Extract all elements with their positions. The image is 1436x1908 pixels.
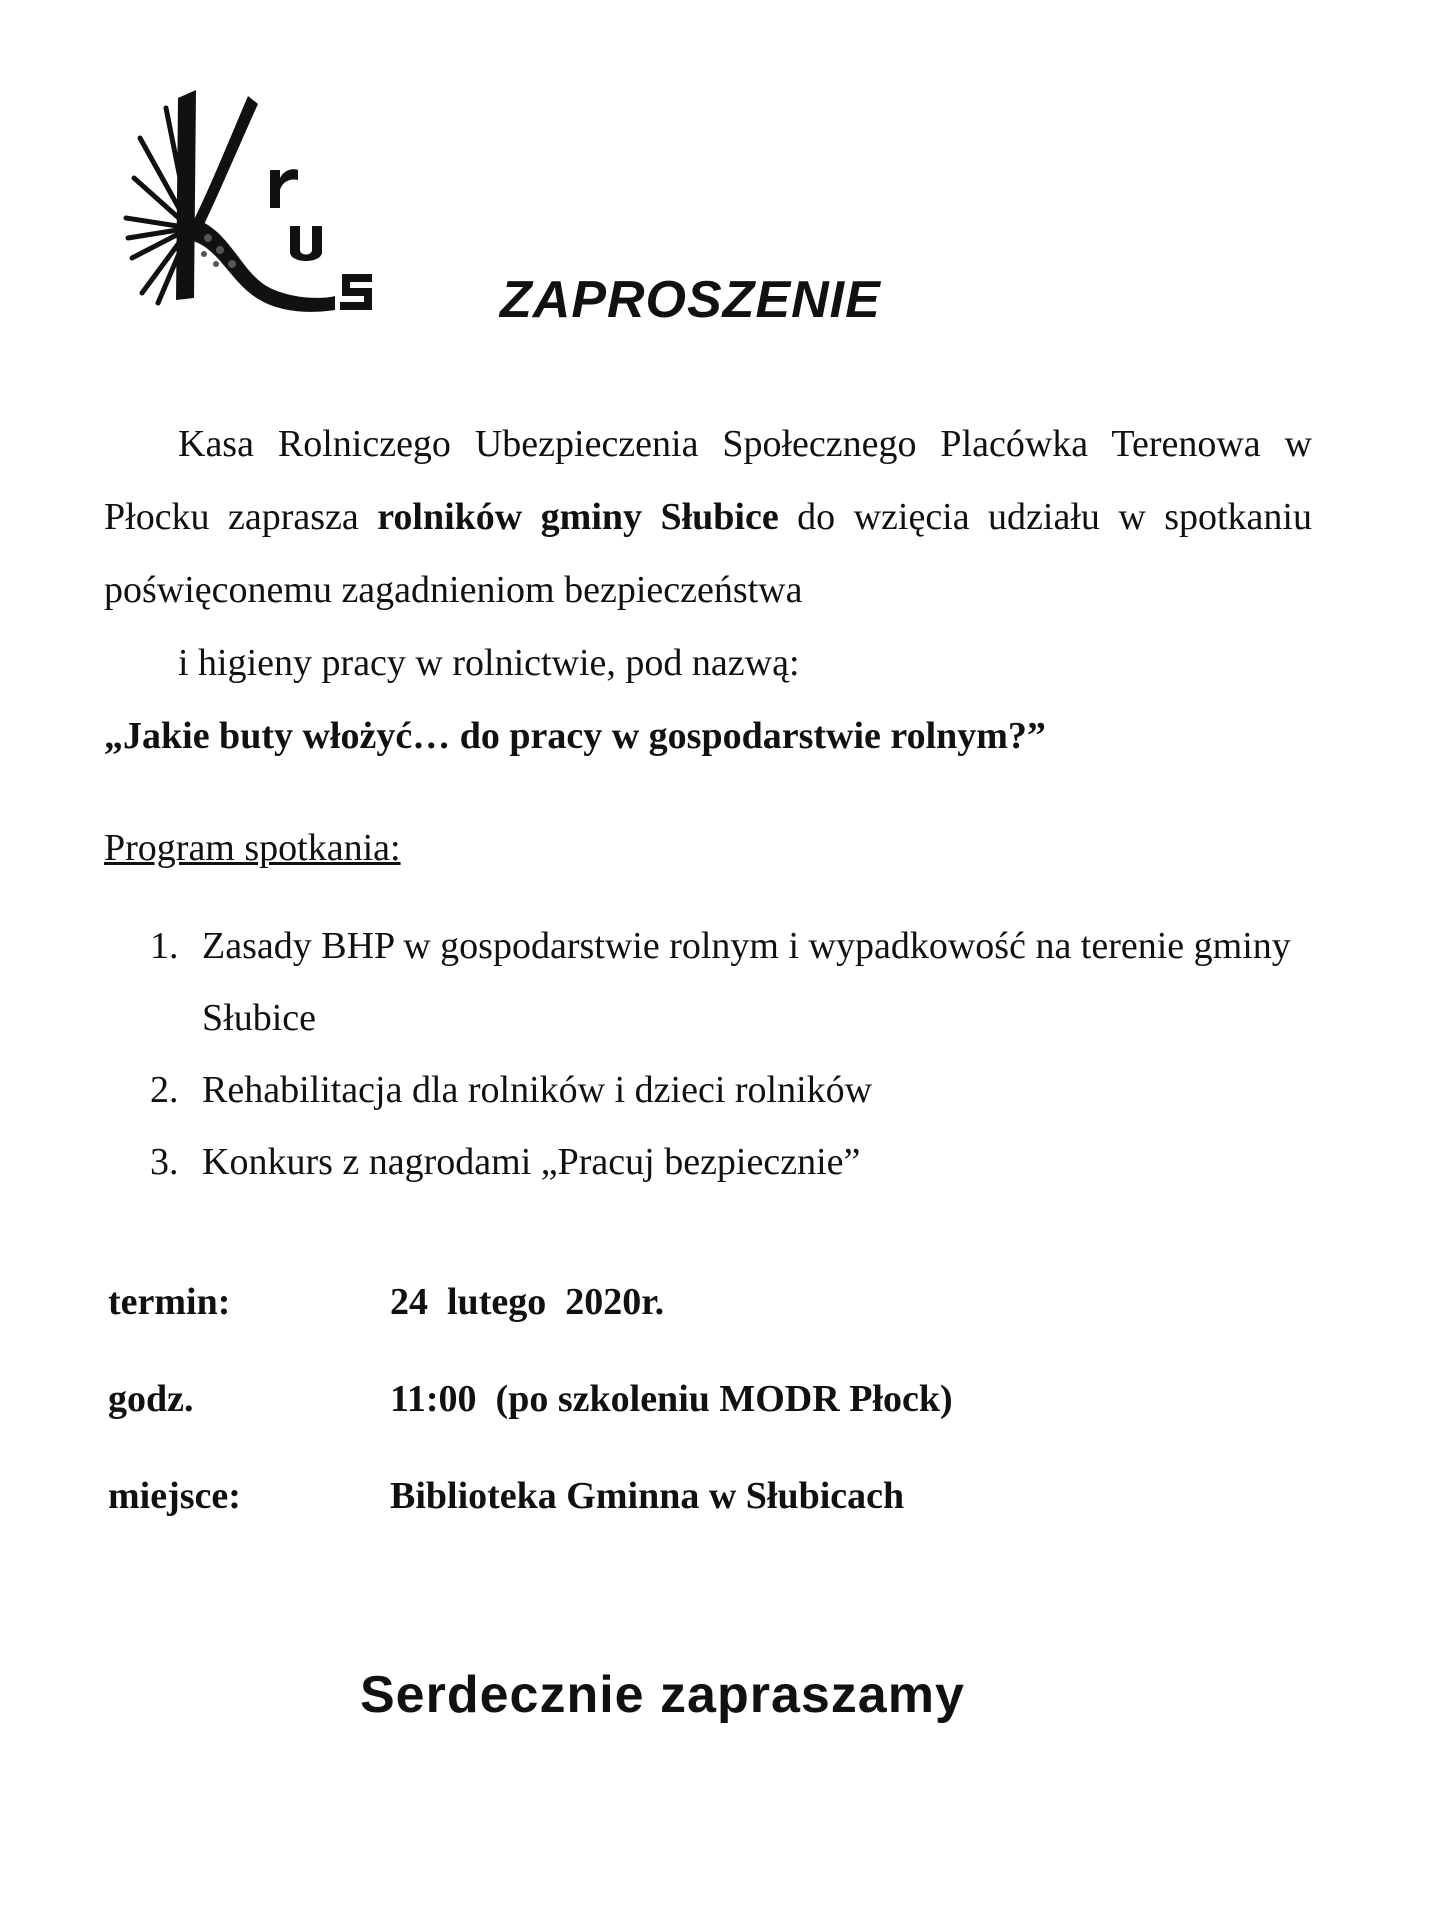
date-label: termin: [108,1281,231,1323]
intro-text-part1: Kasa Rolniczego Ubezpieczenia Społecznego Placówka Terenowa w Płocku zaprasza [104,423,1312,538]
place-label: miejsce: [108,1475,241,1517]
closing-greeting: Serdecznie zapraszamy [360,1666,965,1724]
document-title: ZAPROSZENIE [500,271,881,329]
time-label: godz. [108,1378,194,1420]
event-details [108,1280,953,1571]
intro-highlight: rolników gminy Słubice [377,496,779,538]
time-value: 11:00 (po szkoleniu MODR Płock) [390,1378,953,1420]
program-heading: Program spotkania: [104,827,401,869]
krus-logo [120,78,400,318]
intro-text-part2: do wzięcia udziału w spotkaniu poświęconemu zagadnieniom bezpieczeństwa [104,496,1312,611]
program-item-text: Rehabilitacja dla rolników i dzieci rolników [202,1069,873,1111]
program-list [150,910,1320,1198]
intro-paragraph [104,408,1312,700]
program-item [150,1126,1320,1198]
detail-row-date [108,1280,953,1377]
invitation-body [104,408,1312,773]
detail-row-time [108,1377,953,1474]
meeting-title: „Jakie buty włożyć… do pracy w gospodarstwie rolnym?” [104,715,1046,757]
program-item-number: 1. [150,925,179,967]
intro-last-line: i higieny pracy w rolnictwie, pod nazwą: [178,642,800,684]
program-item-text: Konkurs z nagrodami „Pracuj bezpiecznie” [202,1141,861,1183]
program-item-text: Zasady BHP w gospodarstwie rolnym i wypadkowość na terenie gminy Słubice [202,925,1291,1039]
program-item [150,910,1320,1054]
detail-row-place [108,1474,953,1571]
place-value: Biblioteka Gminna w Słubicach [390,1475,905,1517]
program-item [150,1054,1320,1126]
program-item-number: 3. [150,1141,179,1183]
program-item-number: 2. [150,1069,179,1111]
date-value: 24 lutego 2020r. [390,1281,665,1323]
